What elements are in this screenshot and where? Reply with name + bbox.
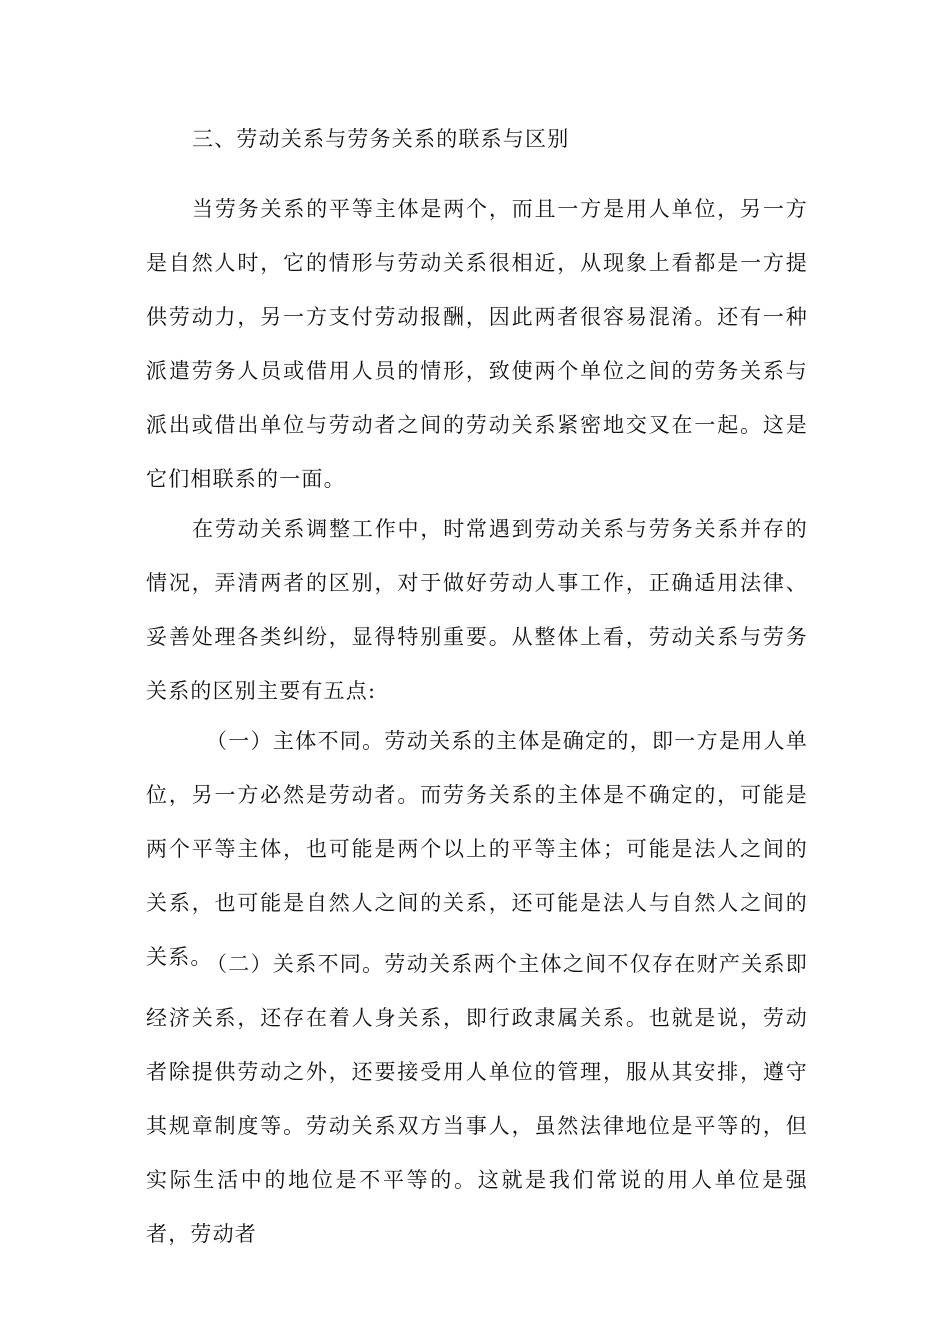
paragraph-connection: 当劳务关系的平等主体是两个，而且一方是用人单位，另一方是自然人时，它的情形与劳动关系很相近，从现象上看都是一方提供劳动力，另一方支付劳动报酬，因此两者很容易混淆。还有一种派遣劳务人员或借用人员的情形，致使两个单位之间的劳务关系与派出或借出单位与劳动者之间的劳动关系紧密地交叉在一起。这是它们相联系的一面。	[146, 197, 808, 491]
paragraph-point-2-relationship: （二）关系不同。劳动关系两个主体之间不仅存在财产关系即经济关系，还存在着人身关系，即行政隶属关系。也就是说，劳动者除提供劳动之外，还要接受用人单位的管理，服从其安排，遵守其规章制度等。劳动关系双方当事人，虽然法律地位是平等的，但实际生活中的地位是不平等的。这就是我们常说的用人单位是强者，劳动者	[146, 952, 808, 1246]
section-heading: 三、劳动关系与劳务关系的联系与区别	[192, 127, 570, 151]
paragraph-distinction-intro: 在劳动关系调整工作中，时常遇到劳动关系与劳务关系并存的情况，弄清两者的区别，对于做好劳动人事工作，正确适用法律、妥善处理各类纠纷，显得特别重要。从整体上看，劳动关系与劳务关系的区别主要有五点:	[146, 517, 808, 703]
paragraph-point-1-subject: （一）主体不同。劳动关系的主体是确定的，即一方是用人单位，另一方必然是劳动者。而劳务关系的主体是不确定的，可能是两个平等主体，也可能是两个以上的平等主体；可能是法人之间的关系，也可能是自然人之间的关系，还可能是法人与自然人之间的关系。	[146, 729, 808, 969]
